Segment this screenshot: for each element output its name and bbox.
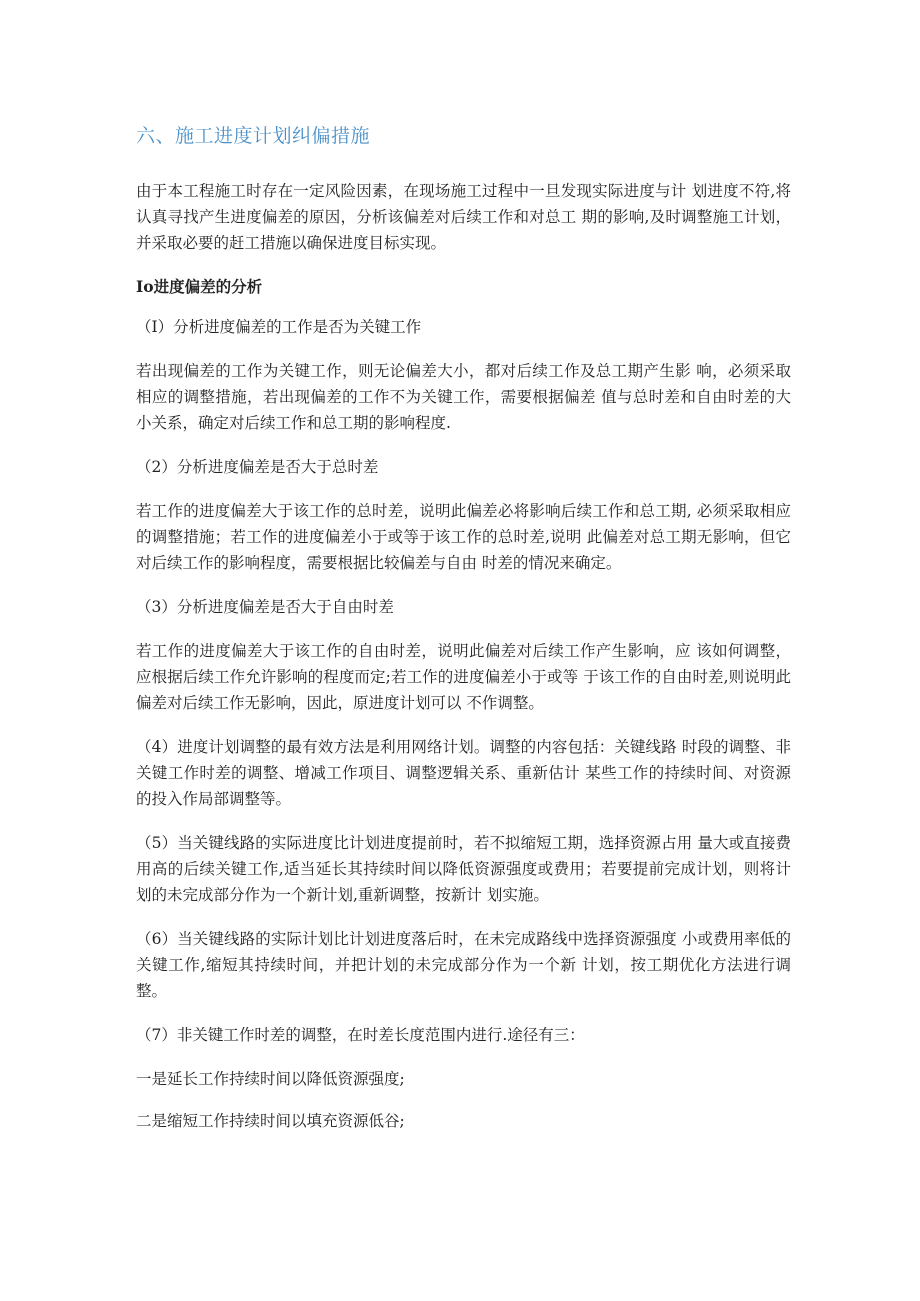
method-2-line: 二是缩短工作持续时间以填充资源低谷; — [136, 1112, 405, 1130]
intro-paragraph: 由于本工程施工时存在一定风险因素，在现场施工过程中一旦发现实际进度与计 划进度不符,将认真寻找产生进度偏差的原因，分析该偏差对后续工作和对总工 期的影响,及时调整施工计划，并采取必要的赶工措施以确保进度目标实现。 — [136, 182, 791, 252]
item-3-paragraph: 若工作的进度偏差大于该工作的自由时差，说明此偏差对后续工作产生影响，应 该如何调整，应根据后续工作允许影响的程度而定;若工作的进度偏差小于或等 于该工作的自由时差,则说明此偏差对后续工作无影响，因此，原进度计划可以 不作调整。 — [136, 642, 791, 712]
item-1-title: （I）分析进度偏差的工作是否为关键工作 — [136, 318, 422, 336]
item-2-title: （2）分析进度偏差是否大于总时差 — [136, 458, 379, 476]
item-5-paragraph: （5）当关键线路的实际进度比计划进度提前时，若不拟缩短工期，选择资源占用 量大或直接费用高的后续关键工作,适当延长其持续时间以降低资源强度或费用；若要提前完成计划，则将计划的未完成部分作为一个新计划,重新调整，按新计 划实施。 — [136, 834, 791, 904]
section-heading: 六、施工进度计划纠偏措施 — [136, 125, 371, 147]
item-7-paragraph: （7）非关键工作时差的调整，在时差长度范围内进行.途径有三： — [136, 1026, 585, 1044]
method-1-line: 一是延长工作持续时间以降低资源强度; — [136, 1070, 405, 1088]
subsection-title: Io进度偏差的分析 — [136, 277, 263, 296]
item-6-paragraph: （6）当关键线路的实际计划比计划进度落后时，在未完成路线中选择资源强度 小或费用率低的关键工作,缩短其持续时间，并把计划的未完成部分作为一个新 计划，按工期优化方法进行调整。 — [136, 930, 791, 1000]
item-3-title: （3）分析进度偏差是否大于自由时差 — [136, 598, 394, 616]
item-4-paragraph: （4）进度计划调整的最有效方法是利用网络计划。调整的内容包括：关键线路 时段的调整、非关键工作时差的调整、增减工作项目、调整逻辑关系、重新估计 某些工作的持续时间、对资源的投入作局部调整等。 — [136, 738, 791, 808]
item-1-paragraph: 若出现偏差的工作为关键工作，则无论偏差大小，都对后续工作及总工期产生影 响，必须采取相应的调整措施，若出现偏差的工作不为关键工作，需要根据偏差 值与总时差和自由时差的大小关系，确定对后续工作和总工期的影响程度. — [136, 362, 791, 432]
document-content — [136, 122, 791, 1150]
item-2-paragraph: 若工作的进度偏差大于该工作的总时差，说明此偏差必将影响后续工作和总工期, 必须采取相应的调整措施；若工作的进度偏差小于或等于该工作的总时差,说明 此偏差对总工期无影响，但它对后续工作的影响程度，需要根据比较偏差与自由 时差的情况来确定。 — [136, 502, 791, 572]
